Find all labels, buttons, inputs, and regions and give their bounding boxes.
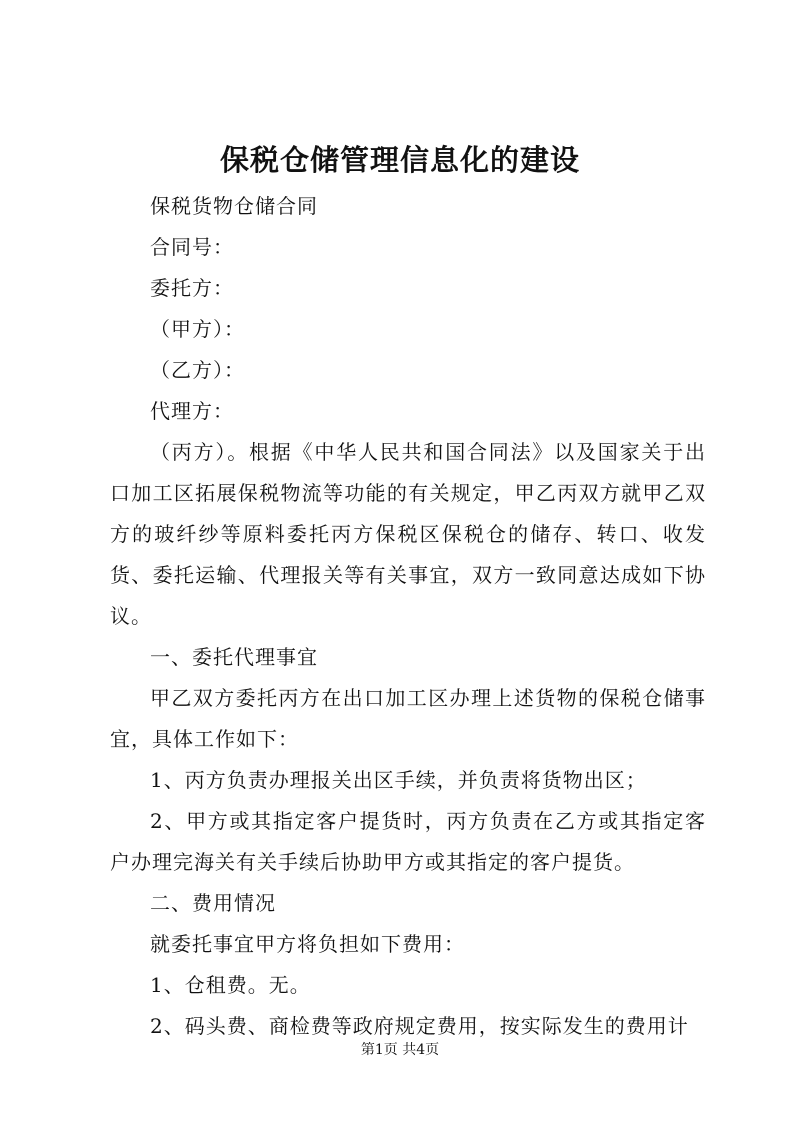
paragraph-contract-heading: 保税货物仓储合同 <box>150 194 318 218</box>
paragraph-party-a: （甲方）： <box>150 317 245 341</box>
paragraph-agent: 代理方： <box>150 399 234 423</box>
paragraph-party-c-intro: （丙方）。根据《中华人民共和国合同法》以及国家关于出口加工区拓展保税物流等功能的有关规定，甲乙丙双方就甲乙双方的玻纤纱等原料委托丙方保税区保税仓的储存、转口、收发货、委托运输、代理报关等有关事宜，双方一致同意达成如下协议。 <box>110 440 706 628</box>
section-heading-fees: 二、费用情况 <box>150 891 276 915</box>
section-heading-agency: 一、委托代理事宜 <box>150 645 318 669</box>
list-item-agency-1: 1、丙方负责办理报关出区手续，并负责将货物出区； <box>150 768 647 792</box>
list-item-fee-2: 2、码头费、商检费等政府规定费用，按实际发生的费用计 <box>150 1014 689 1038</box>
paragraph-fees-intro: 就委托事宜甲方将负担如下费用： <box>150 932 465 956</box>
paragraph-agency-details: 甲乙双方委托丙方在出口加工区办理上述货物的保税仓储事宜，具体工作如下： <box>110 686 706 751</box>
document-body <box>110 186 706 1047</box>
list-item-fee-1: 1、仓租费。无。 <box>150 973 311 997</box>
paragraph-contract-number: 合同号： <box>150 235 234 259</box>
paragraph-client: 委托方： <box>150 276 234 300</box>
page-footer: 第1页 共4页 <box>360 1042 440 1058</box>
document-title: 保税仓储管理信息化的建设 <box>219 143 580 177</box>
paragraph-party-b: （乙方）： <box>150 358 245 382</box>
list-item-agency-2: 2、甲方或其指定客户提货时，丙方负责在乙方或其指定客户办理完海关有关手续后协助甲方或其指定的客户提货。 <box>110 809 706 874</box>
